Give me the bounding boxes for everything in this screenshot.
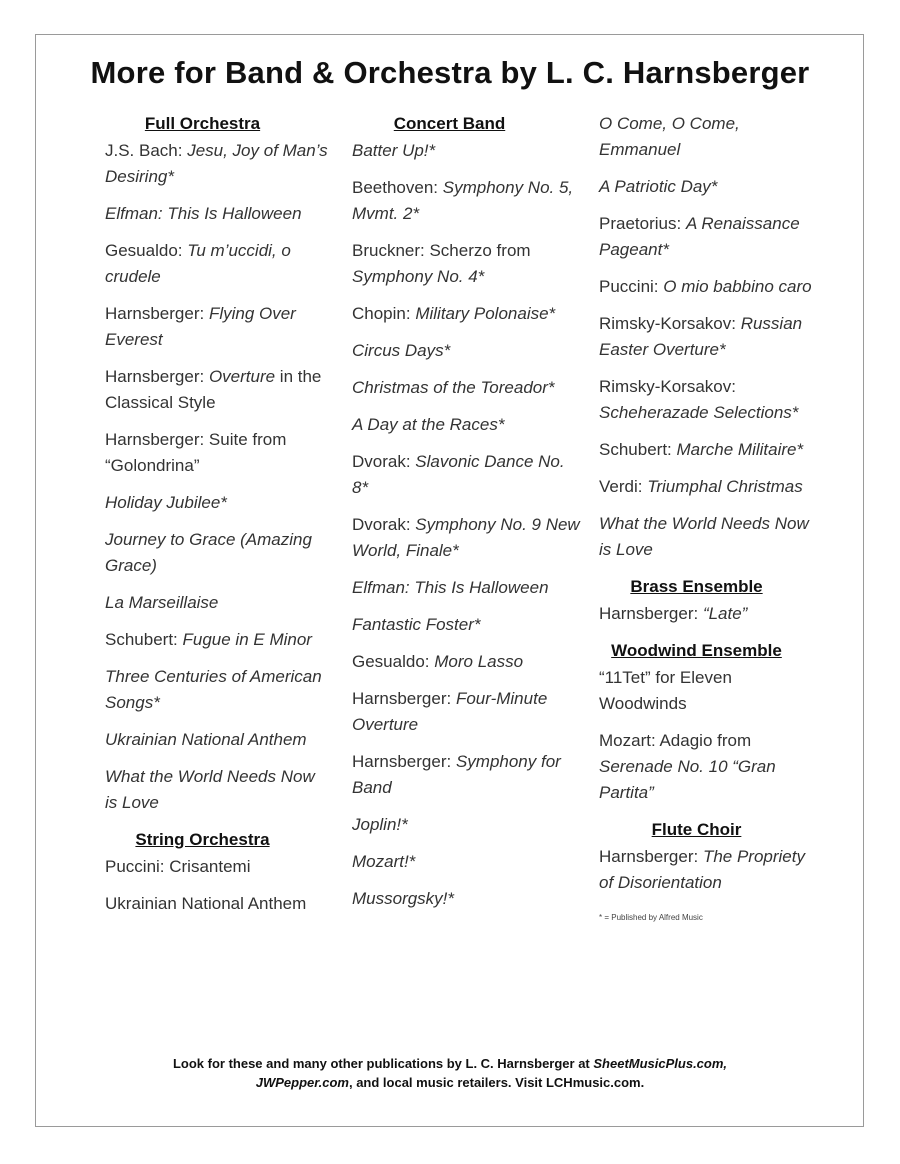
publisher-note: * = Published by Alfred Music [599,913,703,922]
title-list-item: Holiday Jubilee* [105,493,227,512]
title-list-item: J.S. Bach: Jesu, Joy of Man’s Desiring* [105,141,328,186]
column-2 [352,111,582,923]
footer-text-2: , and local music retailers. Visit LCHmusic.com. [348,1075,645,1090]
title-list-item: La Marseillaise [105,593,219,612]
title-list-item: Harnsberger: “Late” [599,604,748,623]
title-list-item: Beethoven: Symphony No. 5, Mvmt. 2* [352,178,574,223]
title-list-item: Elfman: This Is Halloween [352,578,549,597]
title-list-item: What the World Needs Now is Love [599,514,809,559]
title-list-item: Journey to Grace (Amazing Grace) [105,530,312,575]
section-heading: Woodwind Ensemble [611,641,782,660]
title-list-item: Mozart: Adagio from Serenade No. 10 “Gran Partita” [599,731,776,802]
title-list-item: A Patriotic Day* [599,177,718,196]
title-list-item: Schubert: Fugue in E Minor [105,630,312,649]
title-list-item: Circus Days* [352,341,451,360]
title-list-item: Bruckner: Scherzo from Symphony No. 4* [352,241,531,286]
column-3 [599,111,819,931]
footer-link-jwpepper[interactable]: JWPepper.com [255,1075,349,1090]
title-list-item: Rimsky-Korsakov: Russian Easter Overture* [599,314,803,359]
title-list-item: Mozart!* [352,852,416,871]
title-list-item: Praetorius: A Renaissance Pageant* [599,214,800,259]
title-list-item: Puccini: Crisantemi [105,857,251,876]
title-list-item: Rimsky-Korsakov: Scheherazade Selections* [599,377,799,422]
footer-line-2 [0,1073,900,1092]
section-heading: Flute Choir [651,820,742,839]
title-list-item: “11Tet” for Eleven Woodwinds [599,668,732,713]
title-list-item: Ukrainian National Anthem [105,730,307,749]
footer-text: Look for these and many other publications by L. C. Harnsberger at [172,1056,594,1071]
title-list-item: Christmas of the Toreador* [352,378,555,397]
title-list-item: Harnsberger: Flying Over Everest [105,304,296,349]
section-heading: Full Orchestra [144,114,261,133]
title-list-item: A Day at the Races* [352,415,505,434]
footer-line-1 [0,1054,900,1073]
column-1 [105,111,330,928]
title-list-item: Harnsberger: Symphony for Band [352,752,561,797]
title-list-item: Gesualdo: Tu m’uccidi, o crudele [105,241,291,286]
footer-link-sheetmusicplus[interactable]: SheetMusicPlus.com, [593,1056,728,1071]
title-list-item: Chopin: Military Polonaise* [352,304,556,323]
title-list-item: Batter Up!* [352,141,436,160]
footer [0,1054,900,1092]
title-list-item: O Come, O Come, Emmanuel [599,114,740,159]
title-list-item: Mussorgsky!* [352,889,455,908]
title-list-item: Harnsberger: Four-Minute Overture [352,689,548,734]
title-list-item: Fantastic Foster* [352,615,481,634]
title-list-item: Dvorak: Symphony No. 9 New World, Finale* [352,515,580,560]
title-list-item: Verdi: Triumphal Christmas [599,477,803,496]
title-list-item: What the World Needs Now is Love [105,767,315,812]
title-list-item: Elfman: This Is Halloween [105,204,302,223]
section-heading: String Orchestra [135,830,270,849]
title-list-item: Puccini: O mio babbino caro [599,277,812,296]
title-list-item: Harnsberger: Overture in the Classical Style [105,367,322,412]
page-title: More for Band & Orchestra by L. C. Harnsberger [90,55,810,90]
title-list-item: Three Centuries of American Songs* [105,667,322,712]
title-list-item: Joplin!* [352,815,408,834]
title-list-item: Harnsberger: The Propriety of Disorientation [599,847,805,892]
title-list-item: Harnsberger: Suite from “Golondrina” [105,430,287,475]
title-list-item: Ukrainian National Anthem [105,894,307,913]
section-heading: Concert Band [393,114,506,133]
title-list-item: Schubert: Marche Militaire* [599,440,804,459]
title-list-item: Dvorak: Slavonic Dance No. 8* [352,452,565,497]
section-heading: Brass Ensemble [630,577,763,596]
title-list-item: Gesualdo: Moro Lasso [352,652,524,671]
